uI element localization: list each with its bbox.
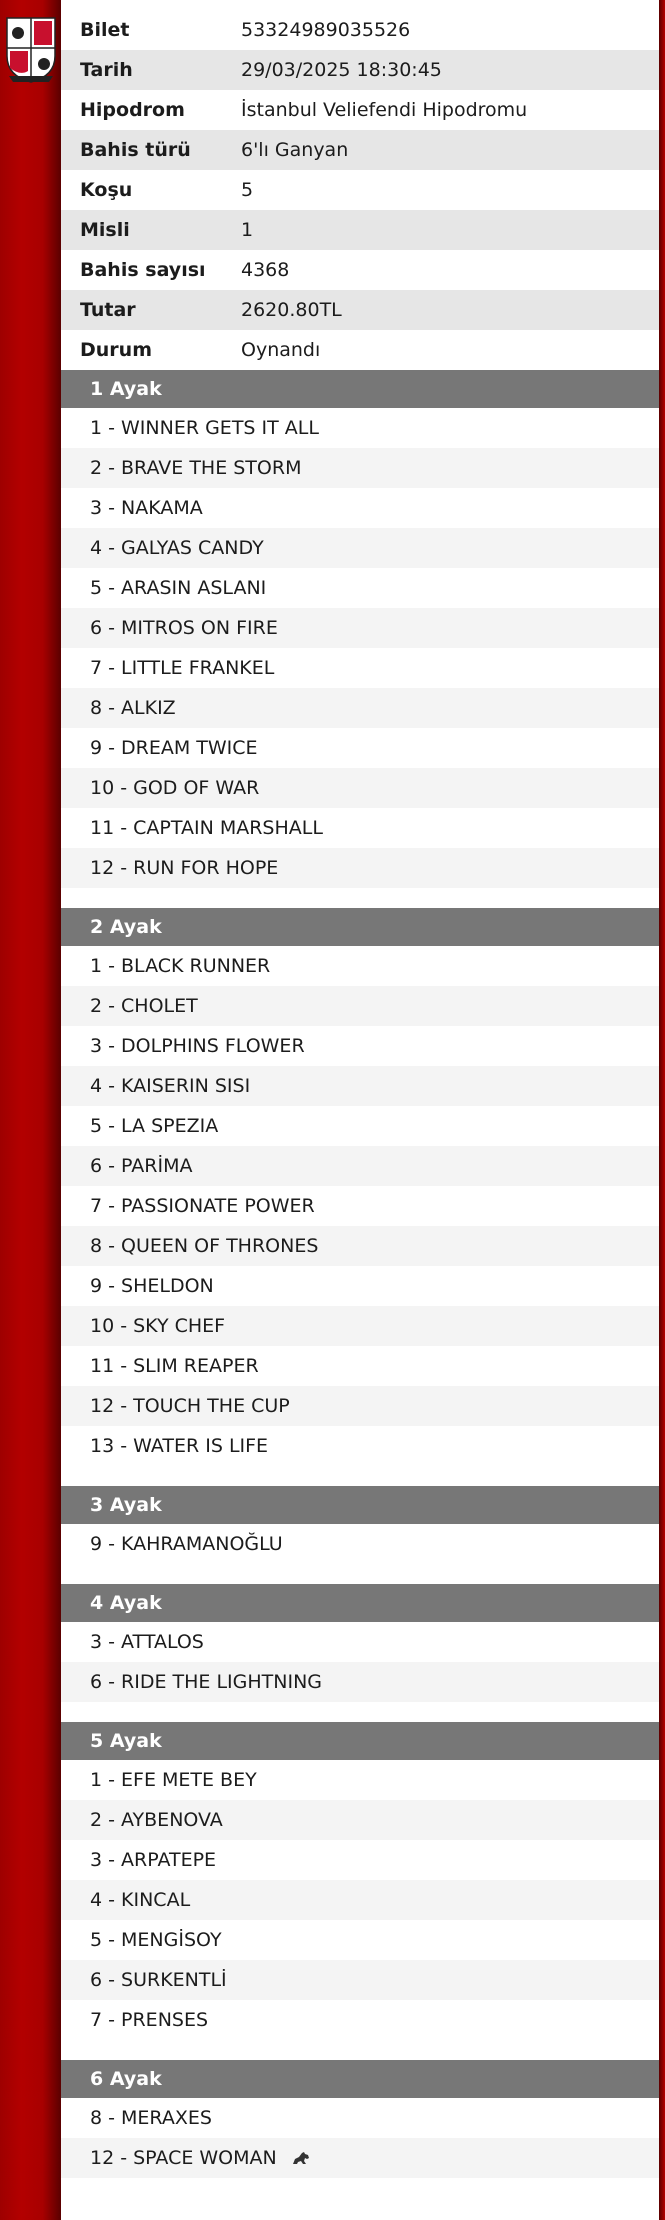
horse-row <box>61 1524 659 1564</box>
horse-row <box>61 1146 659 1186</box>
horse-name: 2 - BRAVE THE STORM <box>90 457 302 479</box>
club-crest-logo <box>5 16 57 84</box>
info-row <box>61 50 659 90</box>
horse-name: 1 - BLACK RUNNER <box>90 955 271 977</box>
horse-name: 8 - MERAXES <box>90 2107 212 2129</box>
ticket-detail <box>61 10 659 2198</box>
leg-header: 6 Ayak <box>61 2060 659 2098</box>
leg-header: 2 Ayak <box>61 908 659 946</box>
horse-row <box>61 1622 659 1662</box>
horse-row <box>61 688 659 728</box>
leg-section <box>61 370 659 888</box>
horse-row <box>61 1106 659 1146</box>
horse-row <box>61 1662 659 1702</box>
info-row <box>61 210 659 250</box>
horse-row <box>61 408 659 448</box>
horse-row <box>61 1800 659 1840</box>
horse-name: 3 - NAKAMA <box>90 497 203 519</box>
info-label: Bilet <box>80 19 130 41</box>
horse-name: 5 - MENGİSOY <box>90 1929 222 1951</box>
horse-row <box>61 648 659 688</box>
horse-name: 12 - SPACE WOMAN <box>90 2147 277 2169</box>
horse-row <box>61 2138 659 2178</box>
horse-row <box>61 568 659 608</box>
info-label: Tarih <box>80 59 133 81</box>
horse-name: 3 - DOLPHINS FLOWER <box>90 1035 305 1057</box>
horse-row <box>61 1386 659 1426</box>
info-label: Tutar <box>80 299 136 321</box>
info-row <box>61 10 659 50</box>
horse-row <box>61 448 659 488</box>
info-value: 2620.80TL <box>241 299 342 321</box>
right-border <box>659 0 665 2220</box>
legs-list <box>61 370 659 2178</box>
info-row <box>61 330 659 370</box>
horse-row <box>61 1426 659 1466</box>
horse-name: 4 - KAISERIN SISI <box>90 1075 251 1097</box>
horse-icon <box>291 2151 311 2165</box>
horse-name: 11 - CAPTAIN MARSHALL <box>90 817 323 839</box>
horse-row <box>61 1186 659 1226</box>
info-value: 4368 <box>241 259 290 281</box>
info-value: 5 <box>241 179 254 201</box>
info-value: 6'lı Ganyan <box>241 139 349 161</box>
info-row <box>61 130 659 170</box>
horse-name: 1 - EFE METE BEY <box>90 1769 257 1791</box>
horse-row <box>61 1840 659 1880</box>
horse-name: 5 - ARASIN ASLANI <box>90 577 267 599</box>
horse-row <box>61 1026 659 1066</box>
horse-name: 8 - ALKIZ <box>90 697 176 719</box>
info-row <box>61 90 659 130</box>
leg-header: 3 Ayak <box>61 1486 659 1524</box>
horse-name: 9 - KAHRAMANOĞLU <box>90 1533 283 1555</box>
horse-row <box>61 1760 659 1800</box>
horse-name: 9 - SHELDON <box>90 1275 214 1297</box>
horse-row <box>61 848 659 888</box>
leg-header: 1 Ayak <box>61 370 659 408</box>
horse-name: 13 - WATER IS LIFE <box>90 1435 269 1457</box>
horse-row <box>61 768 659 808</box>
info-value: 29/03/2025 18:30:45 <box>241 59 442 81</box>
info-value: İstanbul Veliefendi Hipodromu <box>241 99 528 121</box>
horse-row <box>61 2000 659 2040</box>
info-label: Bahis türü <box>80 139 191 161</box>
info-value: 53324989035526 <box>241 19 411 41</box>
info-value: Oynandı <box>241 339 321 361</box>
info-label: Bahis sayısı <box>80 259 206 281</box>
horse-row <box>61 488 659 528</box>
info-value: 1 <box>241 219 254 241</box>
horse-row <box>61 808 659 848</box>
leg-section <box>61 1584 659 1702</box>
horse-name: 1 - WINNER GETS IT ALL <box>90 417 319 439</box>
horse-name: 6 - MITROS ON FIRE <box>90 617 278 639</box>
ticket-info-table <box>61 10 659 370</box>
horse-name: 4 - KINCAL <box>90 1889 191 1911</box>
info-label: Hipodrom <box>80 99 185 121</box>
leg-section <box>61 1722 659 2040</box>
horse-row <box>61 1960 659 2000</box>
horse-row <box>61 1226 659 1266</box>
horse-row <box>61 1880 659 1920</box>
horse-name: 7 - PRENSES <box>90 2009 209 2031</box>
sidebar <box>0 0 61 2220</box>
horse-name: 12 - RUN FOR HOPE <box>90 857 279 879</box>
horse-row <box>61 1346 659 1386</box>
horse-name: 7 - PASSIONATE POWER <box>90 1195 315 1217</box>
horse-row <box>61 1266 659 1306</box>
horse-name: 10 - GOD OF WAR <box>90 777 260 799</box>
horse-name: 3 - ARPATEPE <box>90 1849 217 1871</box>
leg-header: 5 Ayak <box>61 1722 659 1760</box>
info-row <box>61 170 659 210</box>
horse-name: 2 - AYBENOVA <box>90 1809 223 1831</box>
horse-row <box>61 728 659 768</box>
horse-name: 8 - QUEEN OF THRONES <box>90 1235 319 1257</box>
horse-row <box>61 608 659 648</box>
horse-name: 6 - RIDE THE LIGHTNING <box>90 1671 322 1693</box>
horse-row <box>61 1306 659 1346</box>
horse-name: 2 - CHOLET <box>90 995 198 1017</box>
leg-section <box>61 908 659 1466</box>
horse-row <box>61 2098 659 2138</box>
info-row <box>61 250 659 290</box>
horse-name: 7 - LITTLE FRANKEL <box>90 657 275 679</box>
horse-row <box>61 1920 659 1960</box>
info-row <box>61 290 659 330</box>
horse-row <box>61 1066 659 1106</box>
horse-name: 6 - SURKENTLİ <box>90 1969 227 1991</box>
horse-name: 4 - GALYAS CANDY <box>90 537 264 559</box>
info-label: Koşu <box>80 179 133 201</box>
horse-name: 9 - DREAM TWICE <box>90 737 258 759</box>
horse-row <box>61 986 659 1026</box>
leg-section <box>61 2060 659 2178</box>
horse-name: 10 - SKY CHEF <box>90 1315 226 1337</box>
horse-name: 5 - LA SPEZIA <box>90 1115 219 1137</box>
leg-header: 4 Ayak <box>61 1584 659 1622</box>
leg-section <box>61 1486 659 1564</box>
horse-name: 6 - PARİMA <box>90 1155 193 1177</box>
horse-name: 12 - TOUCH THE CUP <box>90 1395 290 1417</box>
info-label: Durum <box>80 339 152 361</box>
horse-name: 3 - ATTALOS <box>90 1631 204 1653</box>
info-label: Misli <box>80 219 130 241</box>
horse-row <box>61 946 659 986</box>
horse-name: 11 - SLIM REAPER <box>90 1355 259 1377</box>
horse-row <box>61 528 659 568</box>
